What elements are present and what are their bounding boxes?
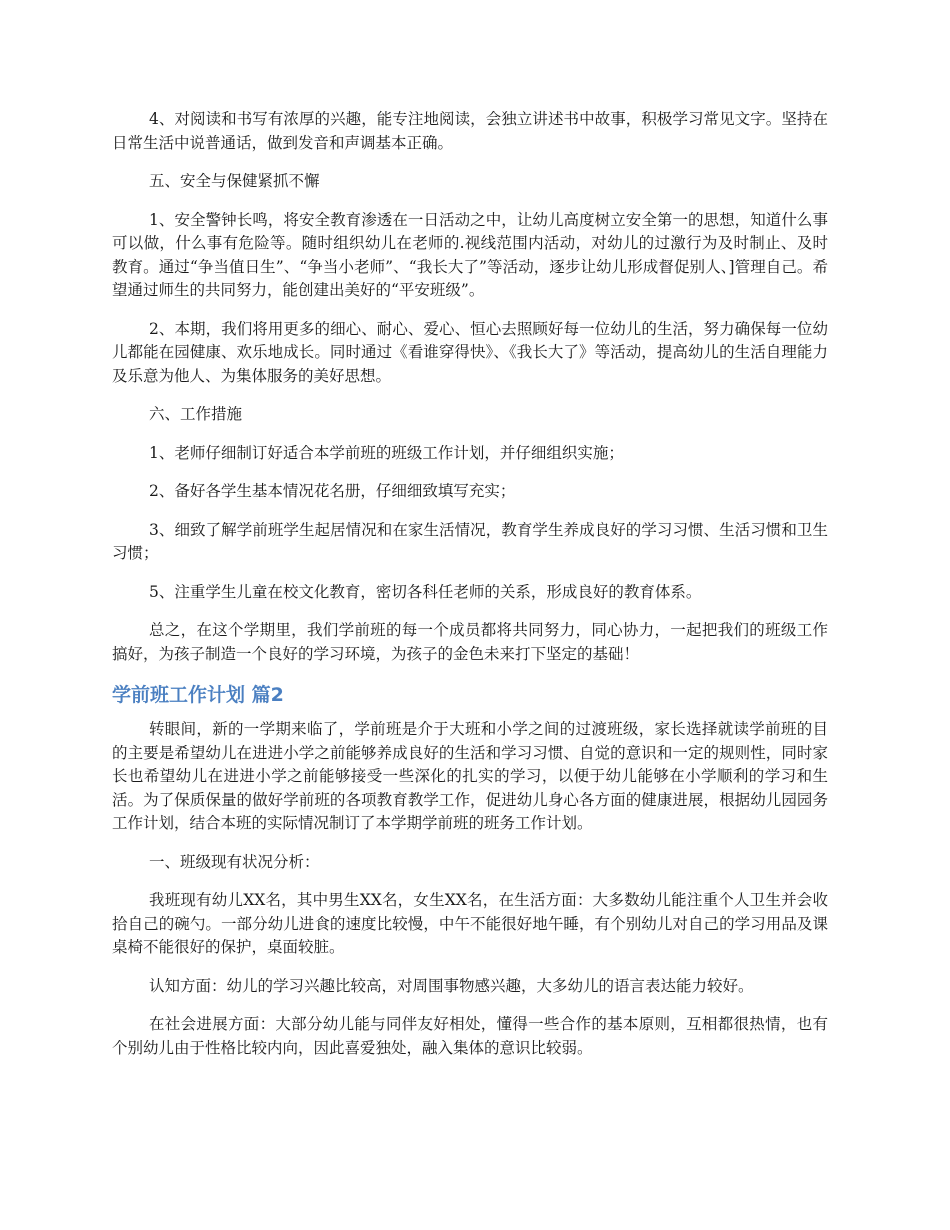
paragraph-conclusion: 总之，在这个学期里，我们学前班的每一个成员都将共同努力，同心协力，一起把我们的班级工作搞好，为孩子制造一个良好的学习环境，为孩子的金色未来打下坚定的基础！ bbox=[112, 621, 828, 663]
section-heading-safety: 五、安全与保健紧抓不懈 bbox=[149, 172, 320, 190]
paragraph-reading-interest: 4、对阅读和书写有浓厚的兴趣，能专注地阅读，会独立讲述书中故事，积极学习常见文字。坚持在日常生活中说普通话，做到发音和声调基本正确。 bbox=[112, 110, 828, 152]
section-heading-class-analysis: 一、班级现有状况分析： bbox=[149, 852, 320, 871]
paragraph-safety-2: 2、本期，我们将用更多的细心、耐心、爱心、恒心去照顾好每一位幼儿的生活，努力确保每一位幼儿都能在园健康、欢乐地成长。同时通过《看谁穿得快》、《我长大了》等活动，提高幼儿的生活自理能力及乐意为他人、为集体服务的美好思想。 bbox=[112, 319, 828, 385]
paragraph-social: 在社会进展方面：大部分幼儿能与同伴友好相处，懂得一些合作的基本原则，互相都很热情，也有个别幼儿由于性格比较内向，因此喜爱独处，融入集体的意识比较弱。 bbox=[112, 1015, 828, 1057]
article-heading: 学前班工作计划 篇2 bbox=[112, 684, 284, 706]
paragraph-safety-1: 1、安全警钟长鸣，将安全教育渗透在一日活动之中，让幼儿高度树立安全第一的思想，知道什么事可以做，什么事有危险等。随时组织幼儿在老师的.视线范围内活动，对幼儿的过激行为及时制止、及时教育。通过“争当值日生”、“争当小老师”、“我长大了”等活动，逐步让幼儿形成督促别人、]管理自己。希望通过师生的共同努力，能创建出美好的“平安班级”。 bbox=[112, 210, 828, 299]
paragraph-intro: 转眼间，新的一学期来临了，学前班是介于大班和小学之间的过渡班级，家长选择就读学前班的目的主要是希望幼儿在进进小学之前能够养成良好的生活和学习习惯、自觉的意识和一定的规则性，同时家长也希望幼儿在进进小学之前能够接受一些深化的扎实的学习，以便于幼儿能够在小学顺利的学习和生活。为了保质保量的做好学前班的各项教育教学工作，促进幼儿身心各方面的健康进展，根据幼儿园园务工作计划，结合本班的实际情况制订了本学期学前班的班务工作计划。 bbox=[112, 720, 828, 832]
paragraph-measure-3: 3、细致了解学前班学生起居情况和在家生活情况，教育学生养成良好的学习习惯、生活习惯和卫生习惯； bbox=[112, 520, 828, 562]
paragraph-measure-1: 1、老师仔细制订好适合本学前班的班级工作计划，并仔细组织实施； bbox=[149, 443, 624, 462]
section-heading-measures: 六、工作措施 bbox=[149, 405, 243, 423]
paragraph-class-status: 我班现有幼儿XX名，其中男生XX名，女生XX名，在生活方面：大多数幼儿能注重个人卫生并会收拾自己的碗勺。一部分幼儿进食的速度比较慢，中午不能很好地午睡，有个别幼儿对自己的学习用品及课桌椅不能很好的保护，桌面较脏。 bbox=[112, 891, 828, 956]
paragraph-measure-2: 2、备好各学生基本情况花名册，仔细细致填写充实； bbox=[149, 482, 516, 500]
document-page bbox=[112, 108, 828, 1060]
paragraph-measure-5: 5、注重学生儿童在校文化教育，密切各科任老师的关系，形成良好的教育体系。 bbox=[149, 582, 702, 601]
paragraph-cognition: 认知方面：幼儿的学习兴趣比较高，对周围事物感兴趣，大多幼儿的语言表达能力较好。 bbox=[149, 976, 754, 995]
